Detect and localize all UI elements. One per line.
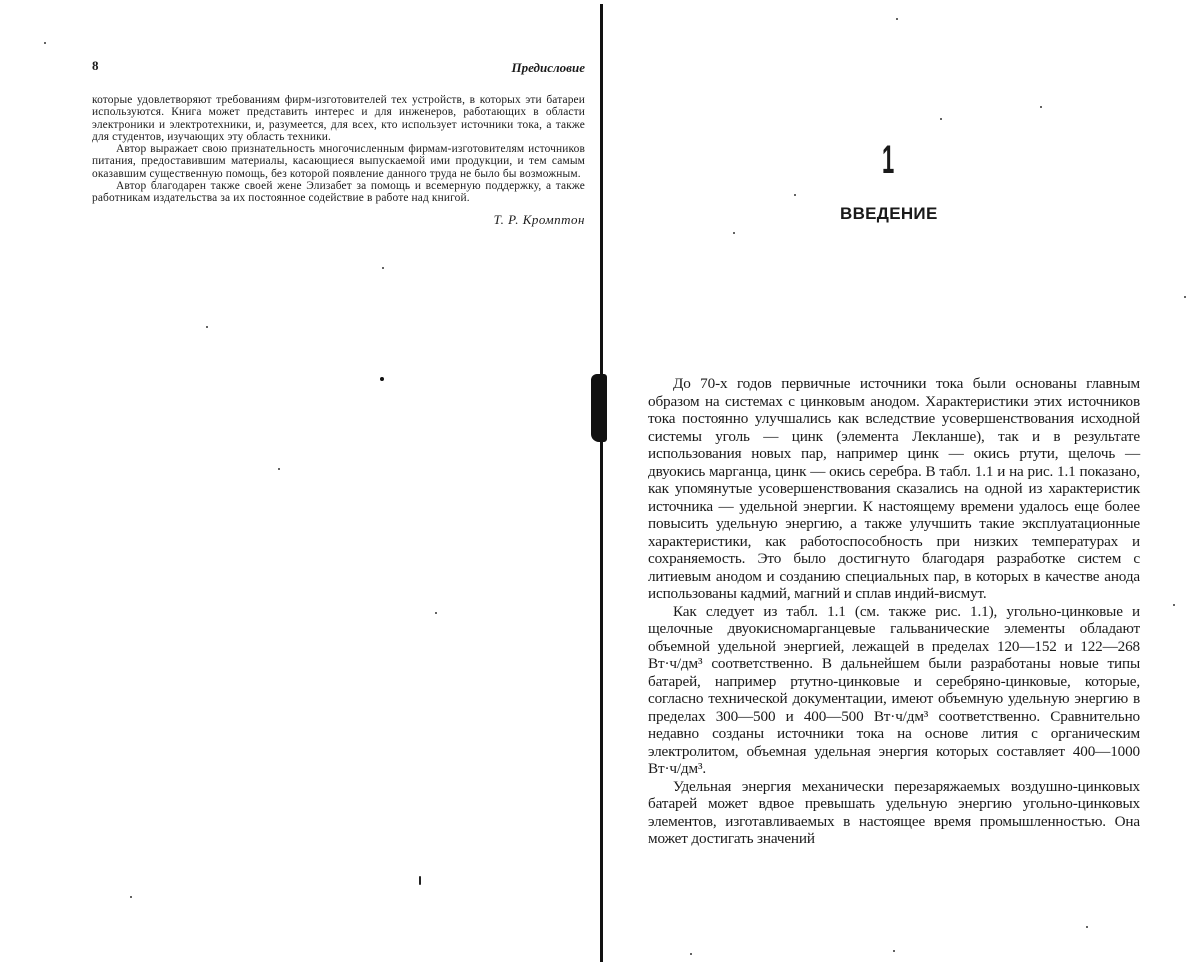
scan-speck [44, 42, 46, 44]
chapter-text [648, 375, 1140, 848]
scan-speck [380, 377, 384, 381]
scan-speck [419, 876, 421, 885]
right-page [620, 0, 1140, 966]
gutter-shadow [591, 374, 607, 442]
preface-paragraph: которые удовлетворяют требованиям фирм-изготовителей тех устройств, в которых эти батареи используются. Книга может представить интерес и для инженеров, работающих в области электроники и электротехники, и, разумеется, для всех, кто использует источники тока, а также для студентов, изучающих эту область техники. [92, 94, 585, 143]
scan-speck [896, 18, 898, 20]
scan-speck [206, 326, 208, 328]
scan-speck [435, 612, 437, 614]
chapter-paragraph: Удельная энергия механически перезаряжаемых воздушно-цинковых батарей может вдвое превышать удельную энергию угольно-цинковых элементов, изготавливаемых в настоящее время промышленностью. Она может достигать значений [648, 777, 1140, 847]
scan-speck [1173, 604, 1175, 606]
page-number: 8 [92, 58, 99, 73]
scan-speck [733, 232, 735, 234]
preface-text [92, 94, 585, 205]
book-gutter [600, 4, 603, 962]
chapter-paragraph: Как следует из табл. 1.1 (см. также рис. 1.1), угольно-цинковые и щелочные двуокисномарганцевые гальванические элементы обладают объемной удельной энергией, лежащей в пределах 120—152 и 122—268 Вт·ч/дм³ соответственно. В дальнейшем были разработаны новые типы батарей, например ртутно-цинковые и серебряно-цинковые, которые, согласно технической документации, имеют объемную удельную энергию в пределах 300—500 и 400—500 Вт·ч/дм³ соответственно. Сравнительно недавно созданы источники тока на основе лития с органическим электролитом, объемная удельная энергия которых составляет 400—1000 Вт·ч/дм³. [648, 602, 1140, 777]
chapter-paragraph: До 70-х годов первичные источники тока были основаны главным образом на системах с цинковым анодом. Характеристики этих источников тока постоянно улучшались как вследствие усовершенствования исходной системы уголь — цинк (элемента Лекланше), так и в результате использования новых пар, например цинк — окись ртути, щелочь — двуокись марганца, цинк — окись серебра. В табл. 1.1 и на рис. 1.1 показано, как упомянутые усовершенствования сказались на одной из характеристик источника — удельной энергии. К настоящему времени удалось еще более повысить удельную энергию, а также улучшить такие эксплуатационные характеристики, как работоспособность при низких температурах и сохраняемость. Это было достигнуто благодаря разработке систем с литиевым анодом и созданию специальных пар, в которых в качестве анода использованы кадмий, магний и сплав индий-висмут. [648, 375, 1140, 602]
scan-speck [794, 194, 796, 196]
chapter-title: ВВЕДЕНИЕ [840, 204, 938, 223]
scan-speck [940, 118, 942, 120]
scan-speck [690, 953, 692, 955]
scan-speck [1184, 296, 1186, 298]
running-title: Предисловие [511, 60, 585, 75]
preface-paragraph: Автор благодарен также своей жене Элизабет за помощь и всемерную поддержку, а также работникам издательства за их постоянное содействие в работе над книгой. [92, 180, 585, 205]
chapter-number: 1 [882, 138, 895, 182]
author-signature: Т. Р. Кромптон [493, 211, 585, 227]
scan-speck [1040, 106, 1042, 108]
scan-speck [278, 468, 280, 470]
scan-speck [893, 950, 895, 952]
running-head [92, 56, 585, 78]
preface-paragraph: Автор выражает свою признательность многочисленным фирмам-изготовителям источников питания, предоставившим материалы, касающиеся выпускаемой ими продукции, и тем самым оказавшим существенную помощь, без которой появление данного труда не было бы возможным. [92, 143, 585, 180]
scan-speck [1086, 926, 1088, 928]
left-page [92, 56, 585, 228]
scan-speck [382, 267, 384, 269]
scan-speck [130, 896, 132, 898]
